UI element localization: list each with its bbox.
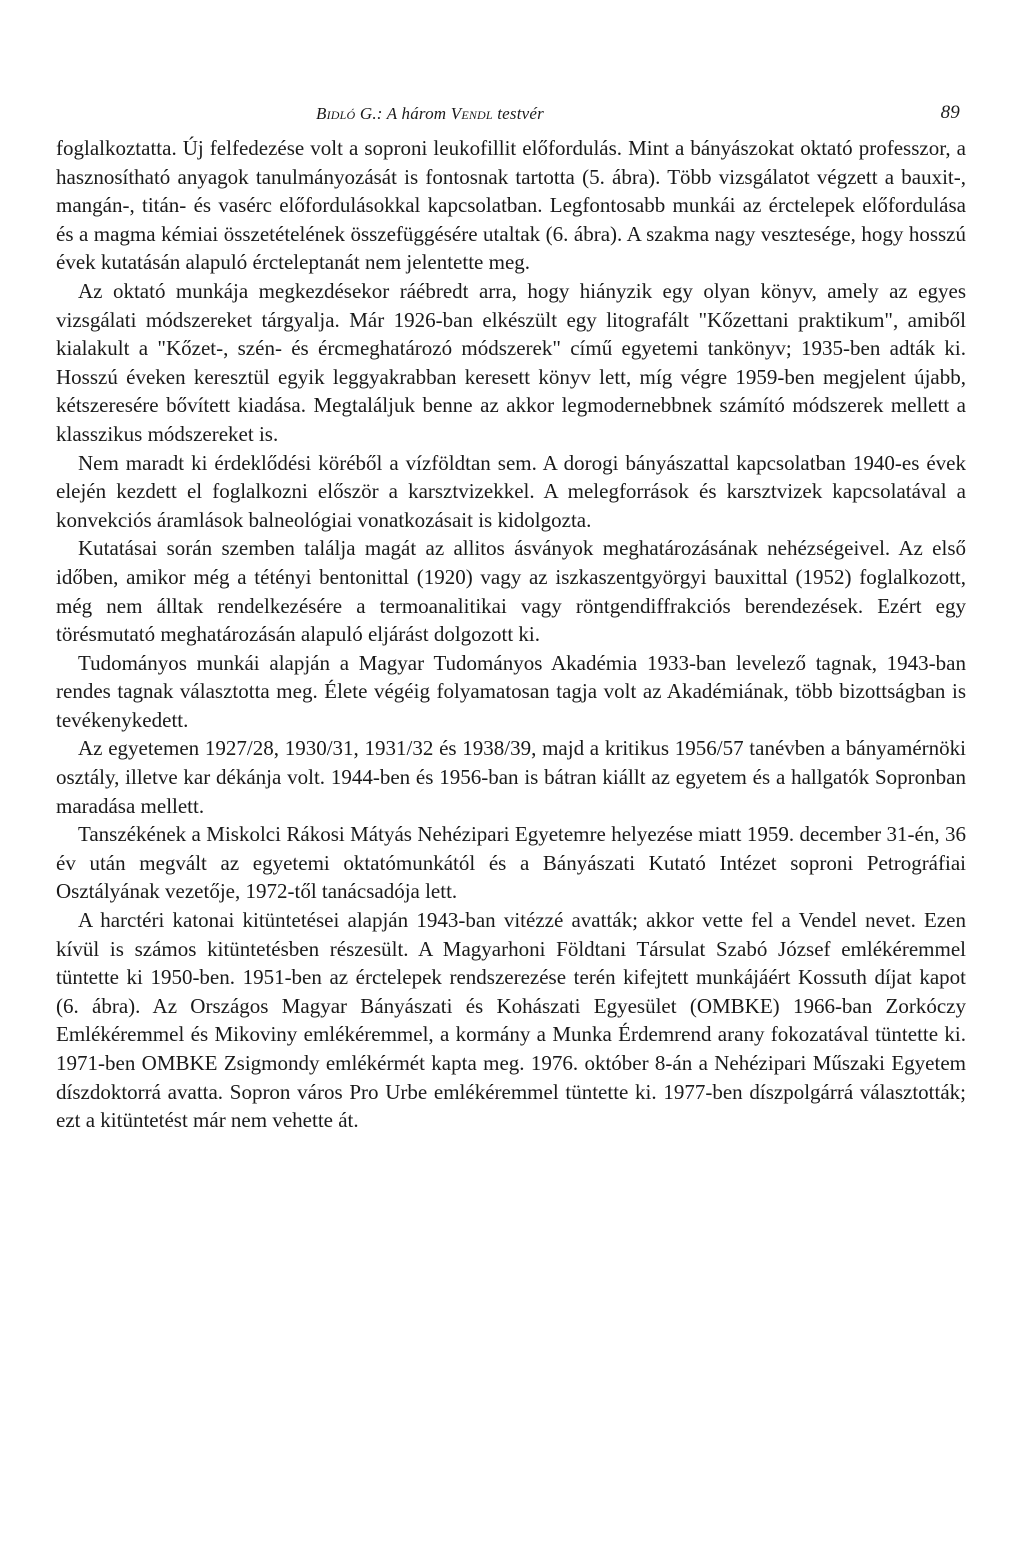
title-prefix: A három — [386, 104, 447, 123]
running-head — [56, 100, 966, 134]
body-text — [56, 134, 966, 1135]
page — [56, 100, 966, 1135]
title-suffix: testvér — [497, 104, 544, 123]
running-title — [316, 104, 544, 124]
paragraph: foglalkoztatta. Új felfedezése volt a soproni leukofillit előfordulás. Mint a bányászokat oktató professzor, a hasznosítható anyagok tanulmányozását is fontosnak tartotta (5. ábra). Több vizsgálatot végzett a bauxit-, mangán-, titán- és vasérc előfordulásokkal kapcsolatban. Legfontosabb munkái az érctelepek előfordulása és a magma kémiai összetételének összefüggésére utaltak (6. ábra). A szakma nagy vesztesége, hogy hosszú évek kutatásán alapuló ércteleptanát nem jelentette meg. — [56, 136, 966, 275]
author-name: Bidló G.: — [316, 104, 383, 123]
paragraph: A harctéri katonai kitüntetései alapján 1943-ban vitézzé avatták; akkor vette fel a Vendel nevet. Ezen kívül is számos kitüntetésben részesült. A Magyarhoni Földtani Társulat Szabó József emlékéremmel tüntette ki 1950-ben. 1951-ben az érctelepek rendszerezése terén kifejtett munkájáért Kossuth díjat kapot (6. ábra). Az Országos Magyar Bányászati és Kohászati Egyesület (OMBKE) 1966-ban Zorkóczy Emlékéremmel és Mikoviny emlékéremmel, a kormány a Munka Érdemrend arany fokozatával tüntette ki. 1971-ben OMBKE Zsigmondy emlékérmét kapta meg. 1976. október 8-án a Nehézipari Műszaki Egyetem díszdoktorrá avatta. Sopron város Pro Urbe emlékéremmel tüntette ki. 1977-ben díszpolgárrá választották; ezt a kitüntetést már nem vehette át. — [56, 908, 966, 1133]
paragraph: Nem maradt ki érdeklődési köréből a vízföldtan sem. A dorogi bányászattal kapcsolatban 1940-es évek elején kezdett el foglalkozni először a karsztvizekkel. A melegforrások és karsztvizek kapcsolatával a konvekciós áramlások balneológiai vonatkozásait is kidolgozta. — [56, 450, 966, 532]
paragraph: Kutatásai során szemben találja magát az allitos ásványok meghatározásának nehézségeivel. Az első időben, amikor még a tétényi bentonittal (1920) vagy az iszkaszentgyörgyi bauxittal (1952) foglalkozott, még nem álltak rendelkezésére a termoanalitikai vagy röntgendiffrakciós berendezések. Ezért egy törésmutató meghatározásán alapuló eljárást dolgozott ki. — [56, 536, 966, 647]
paragraph: Tudományos munkái alapján a Magyar Tudományos Akadémia 1933-ban levelező tagnak, 1943-ban rendes tagnak választotta meg. Élete végéig folyamatosan tagja volt az Akadémiának, több bizottságban is tevékenykedett. — [56, 650, 966, 732]
paragraph: Az oktató munkája megkezdésekor ráébredt arra, hogy hiányzik egy olyan könyv, amely az egyes vizsgálati módszereket tárgyalja. Már 1926-ban elkészült egy litografált "Kőzettani praktikum", amiből kialakult a "Kőzet-, szén- és ércmeghatározó módszerek" című egyetemi tankönyv; 1935-ben adták ki. Hosszú éveken keresztül egyik leggyakrabban keresett könyv lett, míg végre 1959-ben megjelent újabb, kétszeresére bővített kiadása. Megtaláljuk benne az akkor legmodernebbnek számító módszerek mellett a klasszikus módszereket is. — [56, 278, 966, 446]
paragraph: Tanszékének a Miskolci Rákosi Mátyás Nehézipari Egyetemre helyezése miatt 1959. december 31-én, 36 év után megvált az egyetemi oktatómunkától és a Bányászati Kutató Intézet soproni Petrográfiai Osztályának vezetője, 1972-től tanácsadója lett. — [56, 822, 966, 904]
paragraph: Az egyetemen 1927/28, 1930/31, 1931/32 és 1938/39, majd a kritikus 1956/57 tanévben a bányamérnöki osztály, illetve kar dékánja volt. 1944-ben és 1956-ban is bátran kiállt az egyetem és a hallgatók Sopronban maradása mellett. — [56, 736, 966, 818]
title-name: Vendl — [450, 104, 493, 123]
page-number: 89 — [940, 102, 960, 123]
